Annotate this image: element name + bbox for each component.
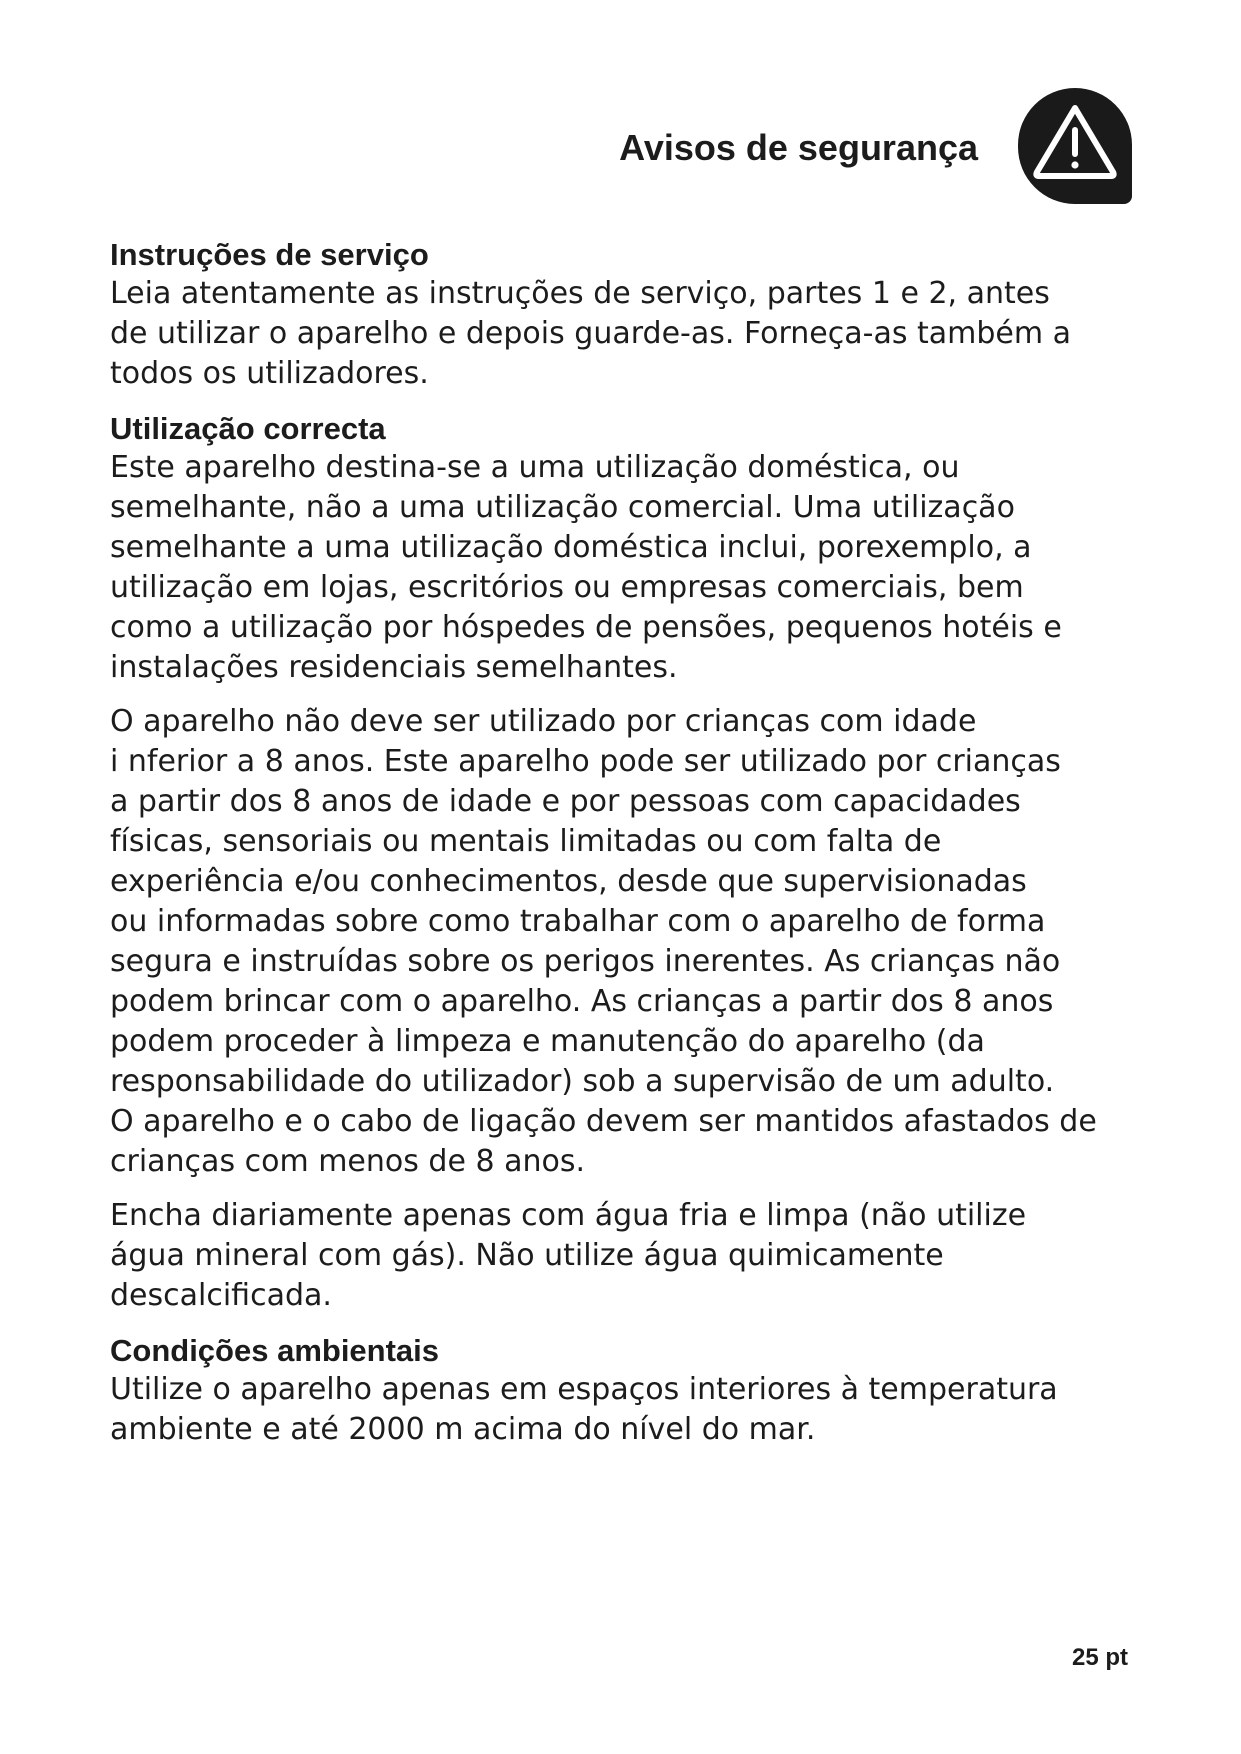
text-line: O aparelho e o cabo de ligação devem ser mantidos afastados de xyxy=(110,1104,1097,1139)
paragraph xyxy=(110,1196,1140,1316)
paragraph xyxy=(110,448,1140,688)
text-line: Leia atentamente as instruções de serviço, partes 1 e 2, antes xyxy=(110,276,1050,311)
safety-content xyxy=(110,236,1140,1450)
text-line: crianças com menos de 8 anos. xyxy=(110,1144,586,1179)
text-line: podem brincar com o aparelho. As crianças a partir dos 8 anos xyxy=(110,984,1054,1019)
paragraph xyxy=(110,274,1140,394)
text-line: experiência e/ou conhecimentos, desde que supervisionadas xyxy=(110,864,1027,899)
text-line: ambiente e até 2000 m acima do nível do mar. xyxy=(110,1412,816,1447)
text-line: i nferior a 8 anos. Este aparelho pode ser utilizado por crianças xyxy=(110,744,1061,779)
warning-triangle-icon xyxy=(1018,88,1132,204)
text-line: descalcificada. xyxy=(110,1278,332,1313)
text-line: segura e instruídas sobre os perigos inerentes. As crianças não xyxy=(110,944,1061,979)
text-line: de utilizar o aparelho e depois guarde-as. Forneça-as também a xyxy=(110,316,1072,351)
page-number: 25 pt xyxy=(1071,1644,1128,1671)
text-line: a partir dos 8 anos de idade e por pessoas com capacidades xyxy=(110,784,1021,819)
text-line: podem proceder à limpeza e manutenção do aparelho (da xyxy=(110,1024,985,1059)
text-line: O aparelho não deve ser utilizado por crianças com idade xyxy=(110,704,977,739)
text-line: água mineral com gás). Não utilize água quimicamente xyxy=(110,1238,944,1273)
section-heading-instrucoes: Instruções de serviço xyxy=(110,237,429,272)
section-heading-utilizacao: Utilização correcta xyxy=(110,411,386,446)
text-line: ou informadas sobre como trabalhar com o aparelho de forma xyxy=(110,904,1046,939)
paragraph xyxy=(110,1370,1140,1450)
text-line: físicas, sensoriais ou mentais limitadas ou com falta de xyxy=(110,824,942,859)
text-line: Este aparelho destina-se a uma utilização doméstica, ou xyxy=(110,450,960,485)
text-line: responsabilidade do utilizador) sob a supervisão de um adulto. xyxy=(110,1064,1055,1099)
text-line: instalações residenciais semelhantes. xyxy=(110,650,678,685)
text-line: semelhante a uma utilização doméstica inclui, porexemplo, a xyxy=(110,530,1032,565)
warning-badge xyxy=(1018,88,1132,204)
text-line: Utilize o aparelho apenas em espaços interiores à temperatura xyxy=(110,1372,1058,1407)
text-line: todos os utilizadores. xyxy=(110,356,429,391)
paragraph xyxy=(110,702,1140,1182)
page-title: Avisos de segurança xyxy=(619,127,978,168)
text-line: Encha diariamente apenas com água fria e limpa (não utilize xyxy=(110,1198,1027,1233)
text-line: como a utilização por hóspedes de pensões, pequenos hotéis e xyxy=(110,610,1062,645)
section-heading-condicoes: Condições ambientais xyxy=(110,1333,440,1368)
text-line: semelhante, não a uma utilização comercial. Uma utilização xyxy=(110,490,1015,525)
text-line: utilização em lojas, escritórios ou empresas comerciais, bem xyxy=(110,570,1024,605)
